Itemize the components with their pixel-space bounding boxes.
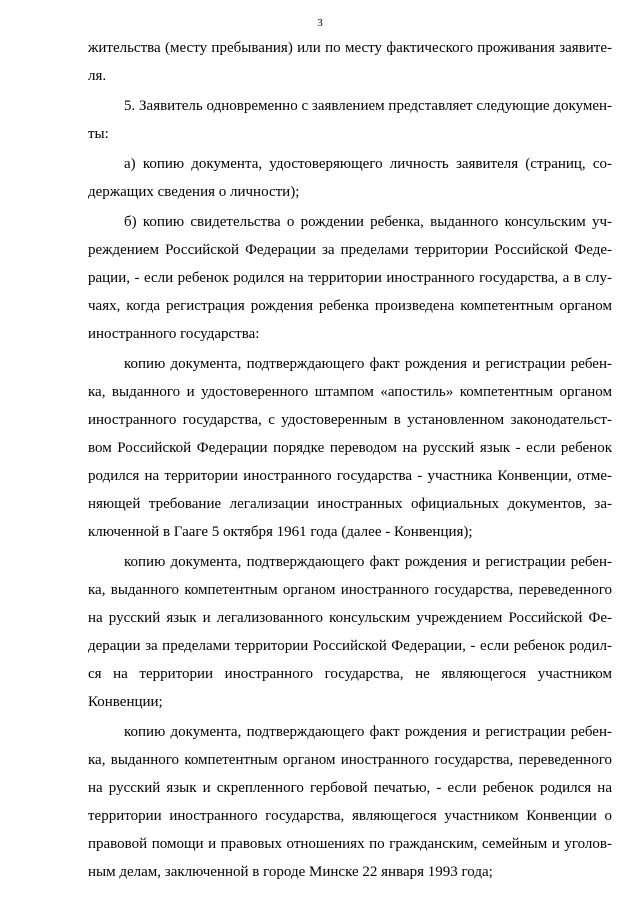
- text-line: Конвенции;: [88, 694, 163, 710]
- text-line: ся на территории иностранного государства, не являющегося участником: [88, 666, 612, 682]
- text-line: ля.: [88, 68, 107, 84]
- page-number: 3: [317, 17, 323, 29]
- text-line: держащих сведения о личности);: [88, 184, 300, 200]
- text-line: на русский язык и легализованного консульским учреждением Российской Фе-: [88, 610, 612, 626]
- text-line: ным делам, заключенной в городе Минске 22 января 1993 года;: [88, 864, 493, 880]
- text-line: территории иностранного государства, являющегося участником Конвенции о: [88, 808, 612, 824]
- paragraph-first-line: копию документа, подтверждающего факт рождения и регистрации ребен-: [124, 356, 612, 372]
- text-line: ка, выданного компетентным органом иностранного государства, переведенного: [88, 582, 612, 598]
- text-line: вом Российской Федерации порядке переводом на русский язык - если ребенок: [88, 440, 612, 456]
- paragraph-first-line: а) копию документа, удостоверяющего личность заявителя (страниц, со-: [124, 156, 612, 172]
- text-line: реждением Российской Федерации за пределами территории Российской Феде-: [88, 242, 612, 258]
- text-line: ка, выданного компетентным органом иностранного государства, переведенного: [88, 752, 612, 768]
- paragraph-first-line: копию документа, подтверждающего факт рождения и регистрации ребен-: [124, 724, 612, 740]
- paragraph-first-line: копию документа, подтверждающего факт рождения и регистрации ребен-: [124, 554, 612, 570]
- text-line: иностранного государства:: [88, 326, 260, 342]
- text-line: няющей требование легализации иностранных официальных документов, за-: [88, 496, 612, 512]
- text-line: иностранного государства, с удостоверенным в установленном законодательст-: [88, 412, 612, 428]
- text-line: ключенной в Гааге 5 октября 1961 года (далее - Конвенция);: [88, 524, 473, 540]
- text-line: ка, выданного и удостоверенного штампом «апостиль» компетентным органом: [88, 384, 612, 400]
- text-line: рации, - если ребенок родился на территории иностранного государства, а в слу-: [88, 270, 612, 286]
- text-line: родился на территории иностранного государства - участника Конвенции, отме-: [88, 468, 612, 484]
- paragraph-first-line: 5. Заявитель одновременно с заявлением представляет следующие докумен-: [124, 98, 612, 114]
- text-line: правовой помощи и правовых отношениях по гражданским, семейным и уголов-: [88, 836, 612, 852]
- text-line: чаях, когда регистрация рождения ребенка произведена компетентным органом: [88, 298, 612, 314]
- text-line: ты:: [88, 126, 109, 142]
- text-line: жительства (месту пребывания) или по месту фактического проживания заявите-: [88, 40, 612, 56]
- text-line: дерации за пределами территории Российской Федерации, - если ребенок родил-: [88, 638, 612, 654]
- paragraph-first-line: б) копию свидетельства о рождении ребенка, выданного консульским уч-: [124, 214, 612, 230]
- text-line: на русский язык и скрепленного гербовой печатью, - если ребенок родился на: [88, 780, 612, 796]
